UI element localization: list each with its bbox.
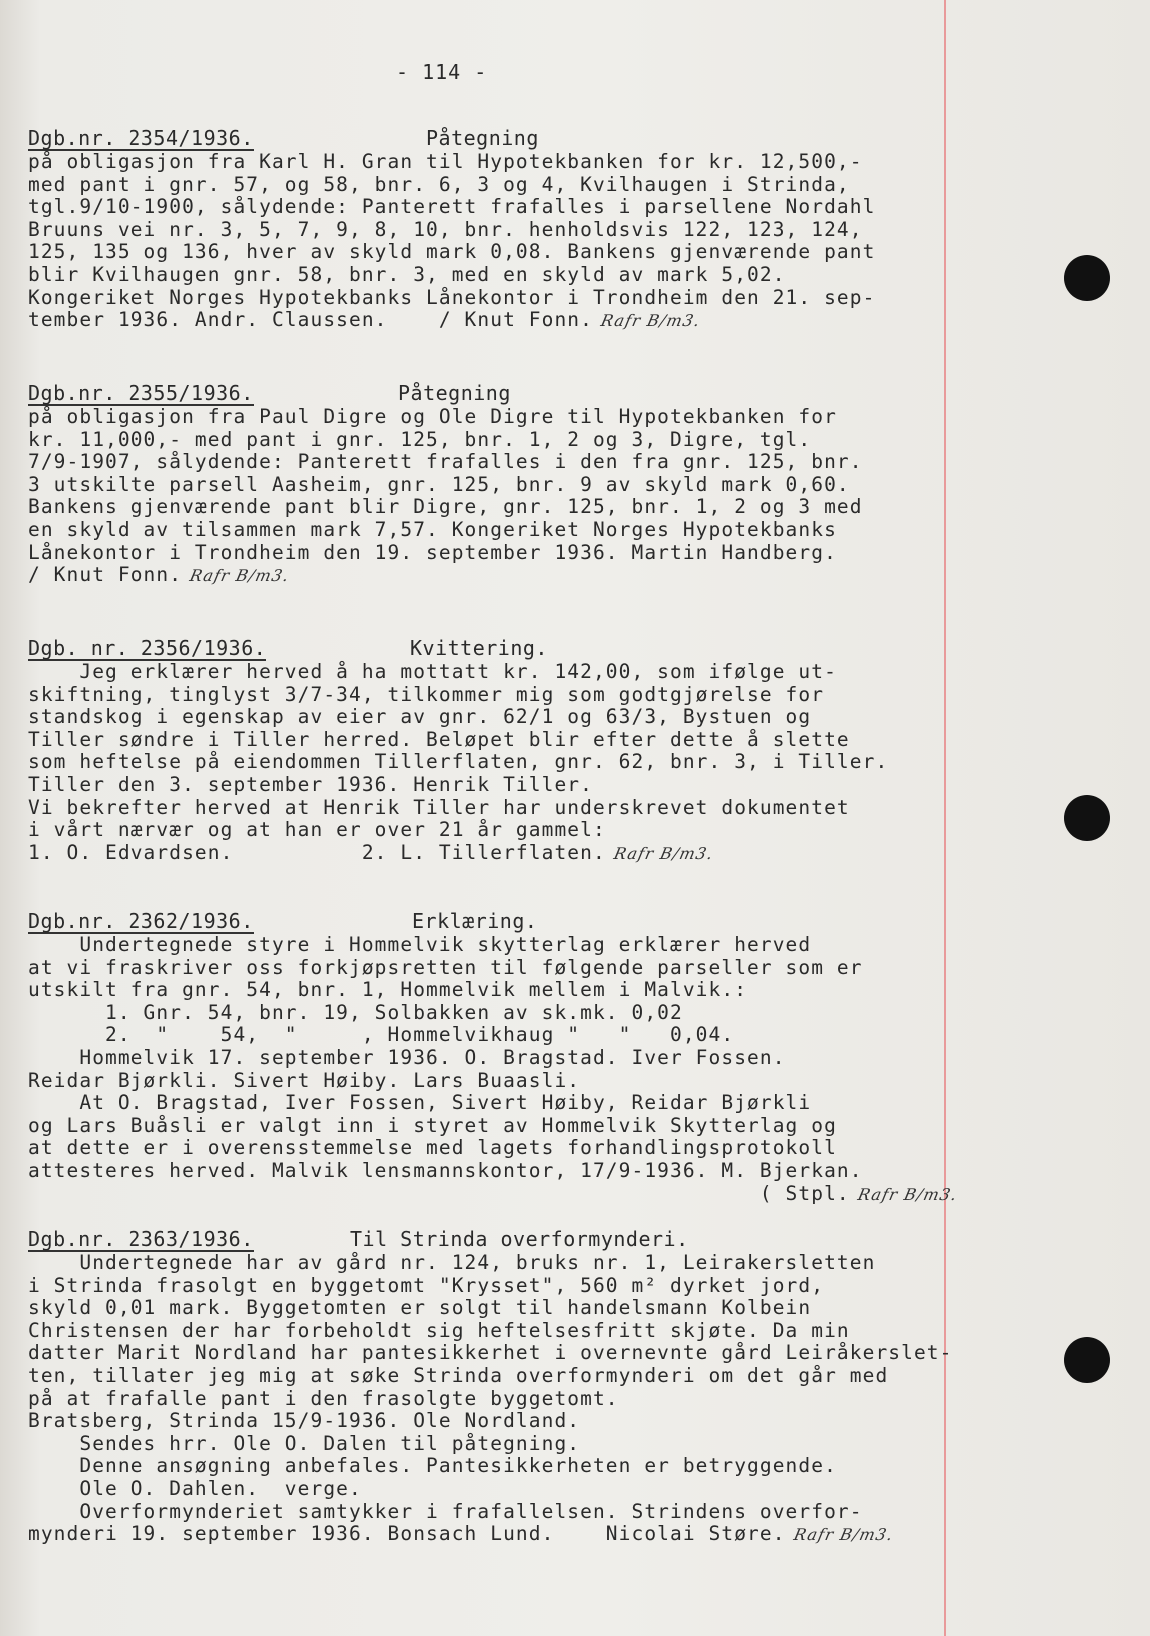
punch-hole bbox=[1064, 795, 1110, 841]
entry-line: Undertegnede styre i Hommelvik skytterlag erklærer herved bbox=[28, 933, 812, 956]
entry-line: At O. Bragstad, Iver Fossen, Sivert Høiby, Reidar Bjørkli bbox=[28, 1091, 812, 1115]
entry-line-text: ( Stpl. bbox=[28, 1181, 850, 1205]
entry-line: Christensen der har forbeholdt sig heftelsesfritt skjøte. Da min bbox=[28, 1318, 850, 1342]
entry-line: på obligasjon fra Paul Digre og Ole Digre til Hypotekbanken for bbox=[28, 405, 837, 428]
entry-reference: Dgb.nr. 2362/1936. bbox=[28, 909, 254, 933]
entry-line bbox=[28, 309, 988, 333]
entry-line: en skyld av tilsammen mark 7,57. Kongeriket Norges Hypotekbanks bbox=[28, 517, 837, 541]
handwritten-signature: Rafr B/m3. bbox=[188, 566, 292, 586]
handwritten-signature: Rafr B/m3. bbox=[855, 1184, 960, 1204]
entry-line: Tiller søndre i Tiller herred. Beløpet blir efter dette å slette bbox=[28, 727, 850, 751]
handwritten-signature: Rafr B/m3. bbox=[611, 843, 716, 863]
entry-line bbox=[28, 1183, 988, 1207]
entry-title: Påtegning bbox=[398, 381, 511, 405]
punch-hole bbox=[1064, 1337, 1110, 1383]
punch-hole bbox=[1064, 255, 1110, 301]
entry-line bbox=[28, 564, 988, 588]
entry-line: i Strinda frasolgt en byggetomt "Krysset", 560 m² dyrket jord, bbox=[28, 1273, 825, 1297]
entry-line: ten, tillater jeg mig at søke Strinda overformynderi om det går med bbox=[28, 1363, 889, 1387]
entry-line: 7/9-1907, sålydende: Panterett frafalles i den fra gnr. 125, bnr. bbox=[28, 450, 863, 474]
entry-line: Jeg erklærer herved å ha mottatt kr. 142,00, som ifølge ut- bbox=[28, 660, 837, 683]
entry-line-text: / Knut Fonn. bbox=[28, 563, 183, 587]
entry-line: blir Kvilhaugen gnr. 58, bnr. 3, med en skyld av mark 5,02. bbox=[28, 262, 786, 286]
entry-reference: Dgb.nr. 2363/1936. bbox=[28, 1227, 254, 1251]
entry-2355 bbox=[28, 382, 988, 588]
entry-line-text: mynderi 19. september 1936. Bonsach Lund. Nicolai Støre. bbox=[28, 1522, 786, 1546]
entry-line: Sendes hrr. Ole O. Dalen til påtegning. bbox=[28, 1431, 581, 1455]
entry-line: i vårt nærvær og at han er over 21 år gammel: bbox=[28, 818, 606, 842]
entry-reference: Dgb.nr. 2354/1936. bbox=[28, 126, 254, 150]
page-number: - 114 - bbox=[396, 60, 488, 84]
entry-line: Hommelvik 17. september 1936. O. Bragstad. Iver Fossen. bbox=[28, 1045, 786, 1069]
entry-title: Til Strinda overformynderi. bbox=[350, 1227, 689, 1251]
entry-line: som heftelse på eiendommen Tillerflaten, gnr. 62, bnr. 3, i Tiller. bbox=[28, 750, 889, 774]
entry-line: 1. Gnr. 54, bnr. 19, Solbakken av sk.mk. 0,02 bbox=[28, 1000, 683, 1024]
entry-title: Erklæring. bbox=[412, 909, 538, 933]
entry-line: Denne ansøgning anbefales. Pantesikkerheten er betryggende. bbox=[28, 1454, 837, 1478]
entry-line: 3 utskilte parsell Aasheim, gnr. 125, bnr. 9 av skyld mark 0,60. bbox=[28, 472, 850, 496]
entry-2362 bbox=[28, 910, 988, 1206]
entry-header bbox=[28, 910, 988, 934]
entry-line: og Lars Buåsli er valgt inn i styret av Hommelvik Skytterlag og bbox=[28, 1113, 837, 1137]
entry-line: tgl.9/10-1900, sålydende: Panterett frafalles i parsellene Nordahl bbox=[28, 195, 876, 219]
entry-line: standskog i egenskap av eier av gnr. 62/1 og 63/3, Bystuen og bbox=[28, 705, 812, 729]
entry-line: 125, 135 og 136, hver av skyld mark 0,08. Bankens gjenværende pant bbox=[28, 240, 876, 264]
entry-header bbox=[28, 127, 988, 151]
handwritten-signature: Rafr B/m3. bbox=[599, 311, 703, 331]
entry-line: Lånekontor i Trondheim den 19. september 1936. Martin Handberg. bbox=[28, 540, 837, 564]
entry-line: Bratsberg, Strinda 15/9-1936. Ole Nordland. bbox=[28, 1409, 581, 1433]
entry-line: Undertegnede har av gård nr. 124, bruks nr. 1, Leirakersletten bbox=[28, 1251, 876, 1274]
entry-line: utskilt fra gnr. 54, bnr. 1, Hommelvik mellem i Malvik.: bbox=[28, 978, 748, 1002]
entry-2363 bbox=[28, 1228, 988, 1547]
entry-line: på at frafalle pant i den frasolgte byggetomt. bbox=[28, 1386, 619, 1410]
entry-line-text: tember 1936. Andr. Claussen. / Knut Fonn. bbox=[28, 308, 593, 332]
entry-line bbox=[28, 842, 988, 866]
entry-line: Vi bekrefter herved at Henrik Tiller har underskrevet dokumentet bbox=[28, 795, 850, 819]
entry-line: Overformynderiet samtykker i frafallelsen. Strindens overfor- bbox=[28, 1499, 863, 1523]
entry-line: 2. " 54, " , Hommelvikhaug " " 0,04. bbox=[28, 1023, 735, 1047]
entry-2354 bbox=[28, 127, 988, 333]
entry-line bbox=[28, 1523, 988, 1547]
entry-line: med pant i gnr. 57, og 58, bnr. 6, 3 og 4, Kvilhaugen i Strinda, bbox=[28, 172, 850, 196]
entry-line: at vi fraskriver oss forkjøpsretten til følgende parseller som er bbox=[28, 955, 863, 979]
entry-reference: Dgb. nr. 2356/1936. bbox=[28, 636, 267, 660]
entry-header bbox=[28, 637, 988, 661]
entry-line: Reidar Bjørkli. Sivert Høiby. Lars Buaasli. bbox=[28, 1068, 581, 1092]
entry-line-text: 1. O. Edvardsen. 2. L. Tillerflaten. bbox=[28, 840, 606, 864]
entry-line: skiftning, tinglyst 3/7-34, tilkommer mig som godtgjørelse for bbox=[28, 682, 825, 706]
entry-line: attesteres herved. Malvik lensmannskontor, 17/9-1936. M. Bjerkan. bbox=[28, 1158, 863, 1182]
entry-line: datter Marit Nordland har pantesikkerhet i overnevnte gård Leiråkerslet- bbox=[28, 1341, 953, 1365]
entry-header bbox=[28, 382, 988, 406]
handwritten-signature: Rafr B/m3. bbox=[791, 1525, 895, 1545]
entry-line: Bruuns vei nr. 3, 5, 7, 9, 8, 10, bnr. henholdsvis 122, 123, 124, bbox=[28, 217, 863, 241]
entry-line: Kongeriket Norges Hypotekbanks Lånekontor i Trondheim den 21. sep- bbox=[28, 285, 876, 309]
entry-title: Kvittering. bbox=[410, 636, 548, 660]
entry-2356 bbox=[28, 637, 988, 865]
entry-line: skyld 0,01 mark. Byggetomten er solgt til handelsmann Kolbein bbox=[28, 1296, 812, 1320]
entry-line: at dette er i overensstemmelse med lagets forhandlingsprotokoll bbox=[28, 1136, 837, 1160]
entry-reference: Dgb.nr. 2355/1936. bbox=[28, 381, 254, 405]
entry-line: Bankens gjenværende pant blir Digre, gnr. 125, bnr. 1, 2 og 3 med bbox=[28, 495, 863, 519]
entry-line: kr. 11,000,- med pant i gnr. 125, bnr. 1, 2 og 3, Digre, tgl. bbox=[28, 427, 812, 451]
entry-line: Tiller den 3. september 1936. Henrik Tiller. bbox=[28, 772, 593, 796]
entry-line: på obligasjon fra Karl H. Gran til Hypotekbanken for kr. 12,500,- bbox=[28, 150, 863, 173]
entry-line: Ole O. Dahlen. verge. bbox=[28, 1476, 362, 1500]
entry-header bbox=[28, 1228, 988, 1252]
entry-title: Påtegning bbox=[426, 126, 539, 150]
